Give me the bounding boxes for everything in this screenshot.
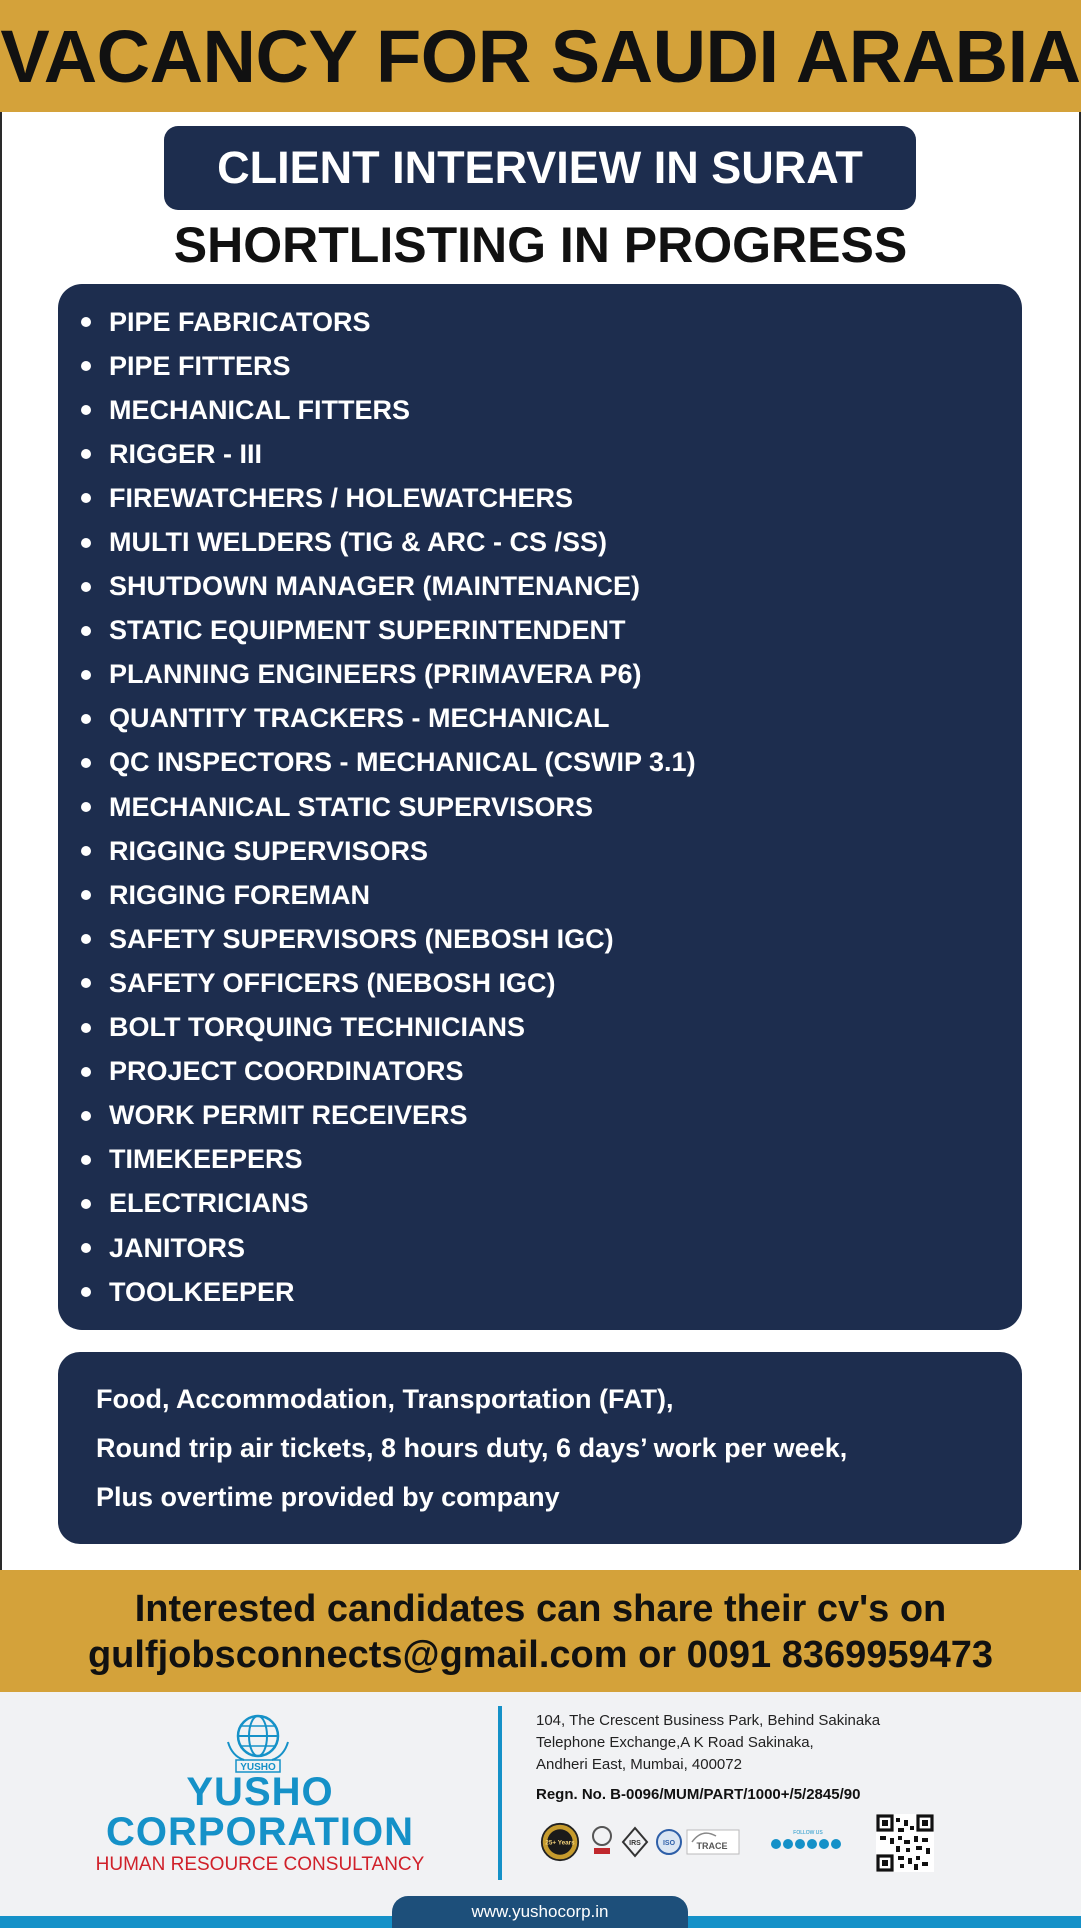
job-title: TIMEKEEPERS — [109, 1144, 303, 1175]
years-award-badge-icon — [538, 1822, 582, 1862]
trace-badge-icon — [686, 1822, 740, 1862]
bullet-icon — [81, 714, 91, 724]
job-list-item — [58, 520, 1022, 564]
bullet-icon — [81, 582, 91, 592]
bullet-icon — [81, 978, 91, 988]
job-title: RIGGING SUPERVISORS — [109, 835, 429, 866]
top-banner — [0, 0, 1081, 112]
website-link[interactable]: www.yushocorp.in — [471, 1902, 609, 1921]
footer-divider — [498, 1706, 502, 1880]
bullet-icon — [81, 670, 91, 680]
job-list-item — [58, 697, 1022, 741]
svg-text:FOLLOW US: FOLLOW US — [793, 1830, 823, 1836]
cta-contact-line: gulfjobsconnects@gmail.com or 0091 8369959473 — [87, 1634, 994, 1676]
job-list-item — [58, 344, 1022, 388]
job-title: PLANNING ENGINEERS (PRIMAVERA P6) — [109, 659, 642, 690]
job-list-item — [58, 565, 1022, 609]
bullet-icon — [81, 449, 91, 459]
jobs-list — [58, 300, 1022, 1314]
job-list-item — [58, 653, 1022, 697]
bullet-icon — [81, 802, 91, 812]
bullet-icon — [81, 1287, 91, 1297]
cta-line-1: Interested candidates can share their cv's on — [134, 1588, 947, 1630]
bullet-icon — [81, 361, 91, 371]
job-list-item — [58, 432, 1022, 476]
svg-text:IRS: IRS — [629, 1840, 641, 1847]
job-list-item — [58, 785, 1022, 829]
job-title: PIPE FABRICATORS — [109, 306, 371, 337]
job-list-item — [58, 1006, 1022, 1050]
bullet-icon — [81, 1199, 91, 1209]
job-title: SAFETY OFFICERS (NEBOSH IGC) — [109, 967, 556, 998]
svg-text:25+ Years: 25+ Years — [545, 1839, 575, 1847]
shortlisting-heading: SHORTLISTING IN PROGRESS — [173, 217, 908, 273]
accreditation-diamond-icon — [620, 1822, 650, 1862]
job-list-item — [58, 300, 1022, 344]
svg-text:ISO: ISO — [662, 1840, 676, 1847]
globe-logo-icon — [222, 1712, 294, 1774]
bullet-icon — [81, 1111, 91, 1121]
address-line-2: Telephone Exchange,A K Road Sakinaka, — [536, 1734, 814, 1751]
iso-badge-icon — [654, 1822, 684, 1862]
job-list-item — [58, 741, 1022, 785]
bullet-icon — [81, 758, 91, 768]
job-list-item — [58, 829, 1022, 873]
bullet-icon — [81, 317, 91, 327]
qr-code-icon — [876, 1814, 934, 1872]
job-title: JANITORS — [109, 1232, 246, 1263]
job-list-item — [58, 961, 1022, 1005]
job-list-item — [58, 476, 1022, 520]
job-list-item — [58, 1226, 1022, 1270]
benefits-line-3: Plus overtime provided by company — [96, 1482, 560, 1512]
bullet-icon — [81, 405, 91, 415]
logo-wordmark: YUSHO — [240, 1762, 276, 1773]
job-title: QUANTITY TRACKERS - MECHANICAL — [109, 703, 610, 734]
bullet-icon — [81, 626, 91, 636]
job-list-item — [58, 1050, 1022, 1094]
benefits-line-1: Food, Accommodation, Transportation (FAT), — [96, 1384, 674, 1414]
address-line-3: Andheri East, Mumbai, 400072 — [536, 1756, 742, 1773]
jobs-panel — [58, 284, 1022, 1330]
website-tab[interactable] — [392, 1896, 688, 1928]
interview-pill — [164, 126, 916, 210]
social-media-icons — [768, 1822, 848, 1862]
job-list-item — [58, 1138, 1022, 1182]
bullet-icon — [81, 1243, 91, 1253]
job-list-item — [58, 917, 1022, 961]
registration-number: Regn. No. B-0096/MUM/PART/1000+/5/2845/90 — [536, 1786, 861, 1803]
benefits-panel — [58, 1352, 1022, 1544]
bullet-icon — [81, 1023, 91, 1033]
job-title: MECHANICAL FITTERS — [109, 394, 410, 425]
poster-title: VACANCY FOR SAUDI ARABIA — [0, 14, 1081, 98]
job-title: QC INSPECTORS - MECHANICAL (CSWIP 3.1) — [109, 747, 696, 778]
job-title: SAFETY SUPERVISORS (NEBOSH IGC) — [109, 923, 614, 954]
certification-seal-icon — [590, 1822, 614, 1862]
benefits-line-2: Round trip air tickets, 8 hours duty, 6 days’ work per week, — [96, 1433, 848, 1463]
job-list-item — [58, 609, 1022, 653]
interview-label: CLIENT INTERVIEW IN SURAT — [217, 142, 863, 193]
bullet-icon — [81, 538, 91, 548]
call-to-action-banner — [0, 1570, 1081, 1692]
job-title: STATIC EQUIPMENT SUPERINTENDENT — [109, 615, 626, 646]
job-title: PIPE FITTERS — [109, 350, 291, 381]
job-title: RIGGING FOREMAN — [109, 879, 370, 910]
job-title: MECHANICAL STATIC SUPERVISORS — [109, 791, 594, 822]
bullet-icon — [81, 1155, 91, 1165]
job-list-item — [58, 1094, 1022, 1138]
svg-text:TRACE: TRACE — [696, 1841, 728, 1851]
address-line-1: 104, The Crescent Business Park, Behind Sakinaka — [536, 1712, 881, 1729]
brand-tagline: HUMAN RESOURCE CONSULTANCY — [95, 1854, 425, 1875]
job-title: MULTI WELDERS (TIG & ARC - CS /SS) — [109, 527, 607, 558]
footer — [0, 1692, 1081, 1928]
job-title: TOOLKEEPER — [109, 1276, 295, 1307]
job-list-item — [58, 1270, 1022, 1314]
job-list-item — [58, 1182, 1022, 1226]
bullet-icon — [81, 1067, 91, 1077]
job-title: WORK PERMIT RECEIVERS — [109, 1100, 468, 1131]
job-list-item — [58, 388, 1022, 432]
bullet-icon — [81, 890, 91, 900]
job-list-item — [58, 873, 1022, 917]
bullet-icon — [81, 846, 91, 856]
brand-name-line-2: CORPORATION — [105, 1810, 415, 1854]
bullet-icon — [81, 493, 91, 503]
job-title: RIGGER - III — [109, 438, 263, 469]
job-title: SHUTDOWN MANAGER (MAINTENANCE) — [109, 571, 640, 602]
job-title: FIREWATCHERS / HOLEWATCHERS — [109, 482, 573, 513]
job-title: PROJECT COORDINATORS — [109, 1056, 464, 1087]
job-title: BOLT TORQUING TECHNICIANS — [109, 1012, 525, 1043]
brand-name-line-1: YUSHO — [186, 1770, 334, 1814]
bullet-icon — [81, 934, 91, 944]
job-title: ELECTRICIANS — [109, 1188, 309, 1219]
